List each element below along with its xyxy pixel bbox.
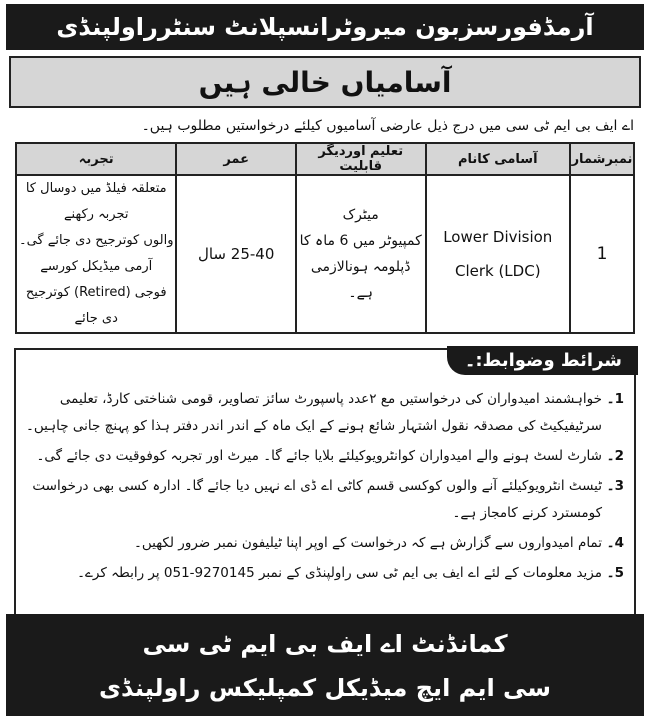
term-number: 5۔ [606, 565, 624, 581]
experience-line-4 [17, 280, 175, 332]
column-header-post: آسامی کانام [426, 143, 571, 175]
cell-qualification [296, 175, 426, 333]
qualification-line-1: میٹرک [342, 207, 379, 223]
term-item [26, 530, 624, 557]
term-text: تمام امیدواروں سے گزارش ہے کہ درخواست کے اوپر اپنا ٹیلیفون نمبر ضرور لکھیں۔ [133, 535, 602, 551]
qualification-line-3: ڈپلومہ ہونالازمی ہے۔ [310, 259, 411, 301]
contact-phone: 051-9270145 [163, 565, 255, 581]
footer-line-2: سی ایم ایچ میڈیکل کمپلیکس راولپنڈی [99, 674, 551, 702]
experience-line-1: متعلقہ فیلڈ میں دوسال کا تجربہ رکھنے [25, 181, 167, 222]
qualification-line-2: کمپیوٹر میں 6 ماہ کا [299, 233, 422, 249]
cell-serial [570, 175, 634, 333]
cell-age [176, 175, 295, 333]
term-item [26, 386, 624, 440]
organization-title: آرمڈفورسزبون میروٹرانسپلانٹ سنٹرراولپنڈی [56, 13, 594, 41]
term-5-text-a: مزید معلومات کے لئے اے ایف بی ایم ٹی سی راولپنڈی کے نمبر [258, 565, 602, 581]
column-header-age: عمر [176, 143, 295, 175]
term-item [26, 443, 624, 470]
experience-line-3: آرمی میڈیکل کورسے [40, 259, 153, 274]
column-header-experience: تجربہ [16, 143, 176, 175]
cell-experience [16, 175, 176, 333]
age-unit: سال [197, 245, 226, 263]
intro-text: اے ایف بی ایم ٹی سی میں درج ذیل عارضی آسامیوں کیلئے درخواستیں مطلوب ہیں۔ [141, 118, 634, 134]
vacancies-title: آسامیاں خالی ہیں [198, 65, 452, 99]
header-bar [6, 4, 644, 50]
term-number: 4۔ [606, 535, 624, 551]
vacancy-table [15, 142, 635, 334]
table-row [16, 175, 634, 333]
term-number: 2۔ [606, 448, 624, 464]
footer-bar [6, 614, 644, 716]
experience-line-4-a: فوجی [134, 285, 167, 300]
term-text: ٹیسٹ انٹرویوکیلئے آنے والوں کوکسی قسم کاٹی اے ڈی اے نہیں دیا جائے گا۔ ادارہ کسی بھی درخواست کومسترد کرنے کامجاز ہے۔ [32, 478, 602, 521]
vacancies-banner [9, 56, 641, 108]
terms-box [14, 348, 636, 616]
term-number: 3۔ [606, 478, 624, 494]
term-text: خواہشمند امیدواران کی درخواستیں مع ۲عدد پاسپورٹ سائز تصاویر، قومی شناختی کارڈ، تعلیمی سرٹیفیکیٹ کی مصدقہ نقول اشتہار شائع ہونے کے ایک ماہ کے اندر اندر دفتر ہذا کو پہنچ جانی چاہیں۔ [26, 391, 602, 434]
term-item [26, 560, 624, 587]
term-number: 1۔ [606, 391, 624, 407]
serial-number: 1 [596, 244, 608, 264]
post-line-1: Lower Division [443, 228, 553, 246]
terms-section [14, 348, 636, 616]
term-5-text-b: پر رابطہ کرے۔ [77, 565, 160, 581]
column-header-serial: نمبرشمار [570, 143, 634, 175]
experience-retired: (Retired) [74, 285, 131, 300]
cell-post [426, 175, 571, 333]
footer-line-1: کمانڈنٹ اے ایف بی ایم ٹی سی [142, 630, 508, 658]
age-range: 25-40 [230, 245, 275, 263]
column-header-qualification: تعلیم اوردیگر قابلیت [296, 143, 426, 175]
table-header-row [16, 143, 634, 175]
term-text [26, 560, 602, 587]
post-line-2: Clerk (LDC) [454, 262, 541, 280]
experience-line-4-c: کوترجیح دی جائے [25, 285, 118, 326]
experience-line-2: والوں کوترجیح دی جائے گی۔ [18, 233, 174, 248]
term-text: شارٹ لسٹ ہونے والے امیدواران کوانٹرویوکیلئے بلایا جائے گا۔ میرٹ اور تجربہ کوفوقیت دی جائے گی۔ [36, 448, 602, 464]
terms-label: شرائط وضوابط:۔ [447, 346, 638, 375]
term-item [26, 473, 624, 527]
